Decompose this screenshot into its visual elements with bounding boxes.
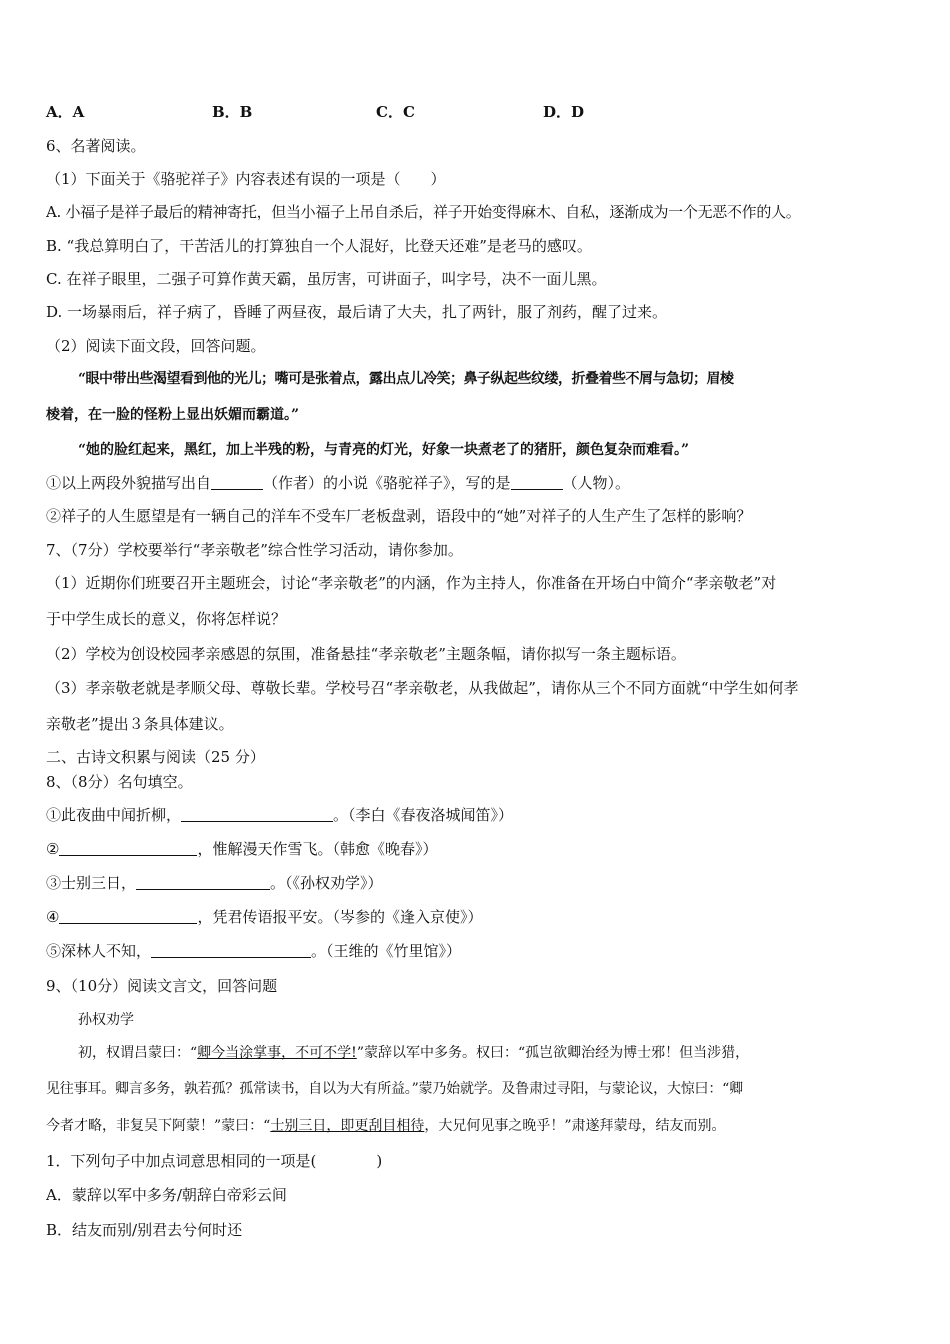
q9-passage-line3 xyxy=(46,1115,906,1137)
q6-sub1-text-b: （作者）的小说《骆驼祥子》，写的是 xyxy=(263,474,511,492)
choice-a: A．A xyxy=(46,103,85,121)
q6-sub1 xyxy=(46,472,906,494)
q6-option-a: A. 小福子是祥子最后的精神寄托，但当小福子上吊自杀后，祥子开始变得麻木、自私，逐渐成为一个无恶不作的人。 xyxy=(46,203,801,221)
q8-line5-text-a: ⑤深林人不知， xyxy=(46,942,152,960)
q9-p1-underlined: 卿今当涂掌事，不可不学! xyxy=(197,1045,357,1061)
q9-passage-line1 xyxy=(78,1042,908,1064)
q9-p1-text-a: 初，权谓吕蒙曰：“ xyxy=(78,1045,198,1061)
q9-title: 9、（10分）阅读文言文，回答问题 xyxy=(46,977,278,995)
q8-line5-text-b: 。（王维的《竹里馆》） xyxy=(311,942,462,960)
q9-option-a: A．蒙辞以军中多务/朝辞白帝彩云间 xyxy=(46,1186,287,1204)
q8-title: 8、（8分）名句填空。 xyxy=(46,773,193,791)
q8-line4-text-a: ④ xyxy=(46,908,60,926)
q8-line2-text-a: ② xyxy=(46,840,60,858)
choice-d: D．D xyxy=(543,103,585,121)
q6-sub1-text-c: （人物）。 xyxy=(562,474,631,492)
q8-line1-text-a: ①此夜曲中闻折柳， xyxy=(46,806,182,824)
fill-blank-3[interactable] xyxy=(136,873,270,890)
q8-line5 xyxy=(46,940,906,962)
q9-p3-text-b: ，大兄何见事之晚乎！”肃遂拜蒙母，结友而别。 xyxy=(424,1118,726,1134)
character-blank[interactable] xyxy=(511,473,563,490)
fill-blank-1[interactable] xyxy=(181,805,333,822)
choice-b: B．B xyxy=(212,103,253,121)
q7-part3-line1: （3）孝亲敬老就是孝顺父母、尊敬长辈。学校号召“孝亲敬老，从我做起”，请你从三个不同方面就“中学生如何孝 xyxy=(46,679,799,697)
q6-title: 6、名著阅读。 xyxy=(46,137,146,155)
q9-sub1: 1．下列句子中加点词意思相同的一项是( ) xyxy=(46,1152,383,1170)
q8-line1-text-b: 。（李白《春夜洛城闻笛》） xyxy=(333,806,514,824)
q9-passage-title: 孙权劝学 xyxy=(78,1012,134,1028)
q7-part1-line1: （1）近期你们班要召开主题班会，讨论“孝亲敬老”的内涵，作为主持人，你准备在开场白中简介“孝亲敬老”对 xyxy=(46,574,777,592)
q8-line2 xyxy=(46,838,906,860)
q8-line2-text-b: ，惟解漫天作雪飞。（韩愈《晚春》） xyxy=(197,840,438,858)
q9-p3-underlined: 士别三日，即更刮目相待 xyxy=(270,1118,425,1134)
q8-line3-text-a: ③士别三日， xyxy=(46,874,137,892)
q8-line3 xyxy=(46,872,906,894)
q7-part2: （2）学校为创设校园孝亲感恩的氛围，准备悬挂“孝亲敬老”主题条幅，请你拟写一条主题标语。 xyxy=(46,645,686,663)
q6-part1: （1）下面关于《骆驼祥子》内容表述有误的一项是（ ） xyxy=(46,170,446,188)
fill-blank-4[interactable] xyxy=(59,907,197,924)
q6-passage1-line1: “眼中带出些渴望看到他的光儿；嘴可是张着点，露出点儿冷笑；鼻子纵起些纹缕，折叠着些不屑与急切；眉棱 xyxy=(78,371,734,387)
author-blank[interactable] xyxy=(211,473,263,490)
q8-line1 xyxy=(46,804,906,826)
section2-heading: 二、古诗文积累与阅读（25 分） xyxy=(46,748,265,766)
choice-c: C．C xyxy=(376,103,415,121)
mc-choices-row xyxy=(0,101,950,123)
q8-line4 xyxy=(46,906,906,928)
q6-option-c: C. 在祥子眼里，二强子可算作黄天霸，虽厉害，可讲面子，叫字号，决不一面儿黑。 xyxy=(46,270,607,288)
q6-passage2: “她的脸红起来，黑红，加上半残的粉，与青亮的灯光，好象一块煮老了的猪肝，颜色复杂而难看。” xyxy=(78,442,690,458)
q8-line3-text-b: 。（《孙权劝学》） xyxy=(270,874,383,892)
fill-blank-5[interactable] xyxy=(151,941,311,958)
q9-passage-line2: 见往事耳。卿言多务，孰若孤？孤常读书，自以为大有所益。”蒙乃始就学。及鲁肃过寻阳，与蒙论议，大惊曰：“卿 xyxy=(46,1081,743,1097)
q7-title: 7、（7分）学校要举行“孝亲敬老”综合性学习活动，请你参加。 xyxy=(46,541,463,559)
q9-option-b: B．结友而别/别君去兮何时还 xyxy=(46,1221,243,1239)
q7-part3-line2: 亲敬老”提出３条具体建议。 xyxy=(46,715,234,733)
q8-line4-text-b: ，凭君传语报平安。（岑参的《逢入京使》） xyxy=(197,908,483,926)
fill-blank-2[interactable] xyxy=(59,839,197,856)
q9-p1-text-b: ”蒙辞以军中多务。权曰：“孤岂欲卿治经为博士邪！但当涉猎， xyxy=(356,1045,750,1061)
q6-passage1-line2: 棱着，在一脸的怪粉上显出妖媚而霸道。” xyxy=(46,407,300,423)
q6-option-b: B. “我总算明白了，干苦活儿的打算独自一个人混好，比登天还难”是老马的感叹。 xyxy=(46,237,592,255)
q6-part2: （2）阅读下面文段，回答问题。 xyxy=(46,337,266,355)
q9-p3-text-a: 今者才略，非复吴下阿蒙！”蒙曰：“ xyxy=(46,1118,271,1134)
q7-part1-line2: 于中学生成长的意义，你将怎样说？ xyxy=(46,610,287,628)
q6-sub2: ②祥子的人生愿望是有一辆自己的洋车不受车厂老板盘剥，语段中的“她”对祥子的人生产生了怎样的影响？ xyxy=(46,507,752,525)
q6-sub1-text-a: ①以上两段外貌描写出自 xyxy=(46,474,212,492)
q6-option-d: D. 一场暴雨后，祥子病了，昏睡了两昼夜，最后请了大夫，扎了两针，服了剂药，醒了过来。 xyxy=(46,303,668,321)
